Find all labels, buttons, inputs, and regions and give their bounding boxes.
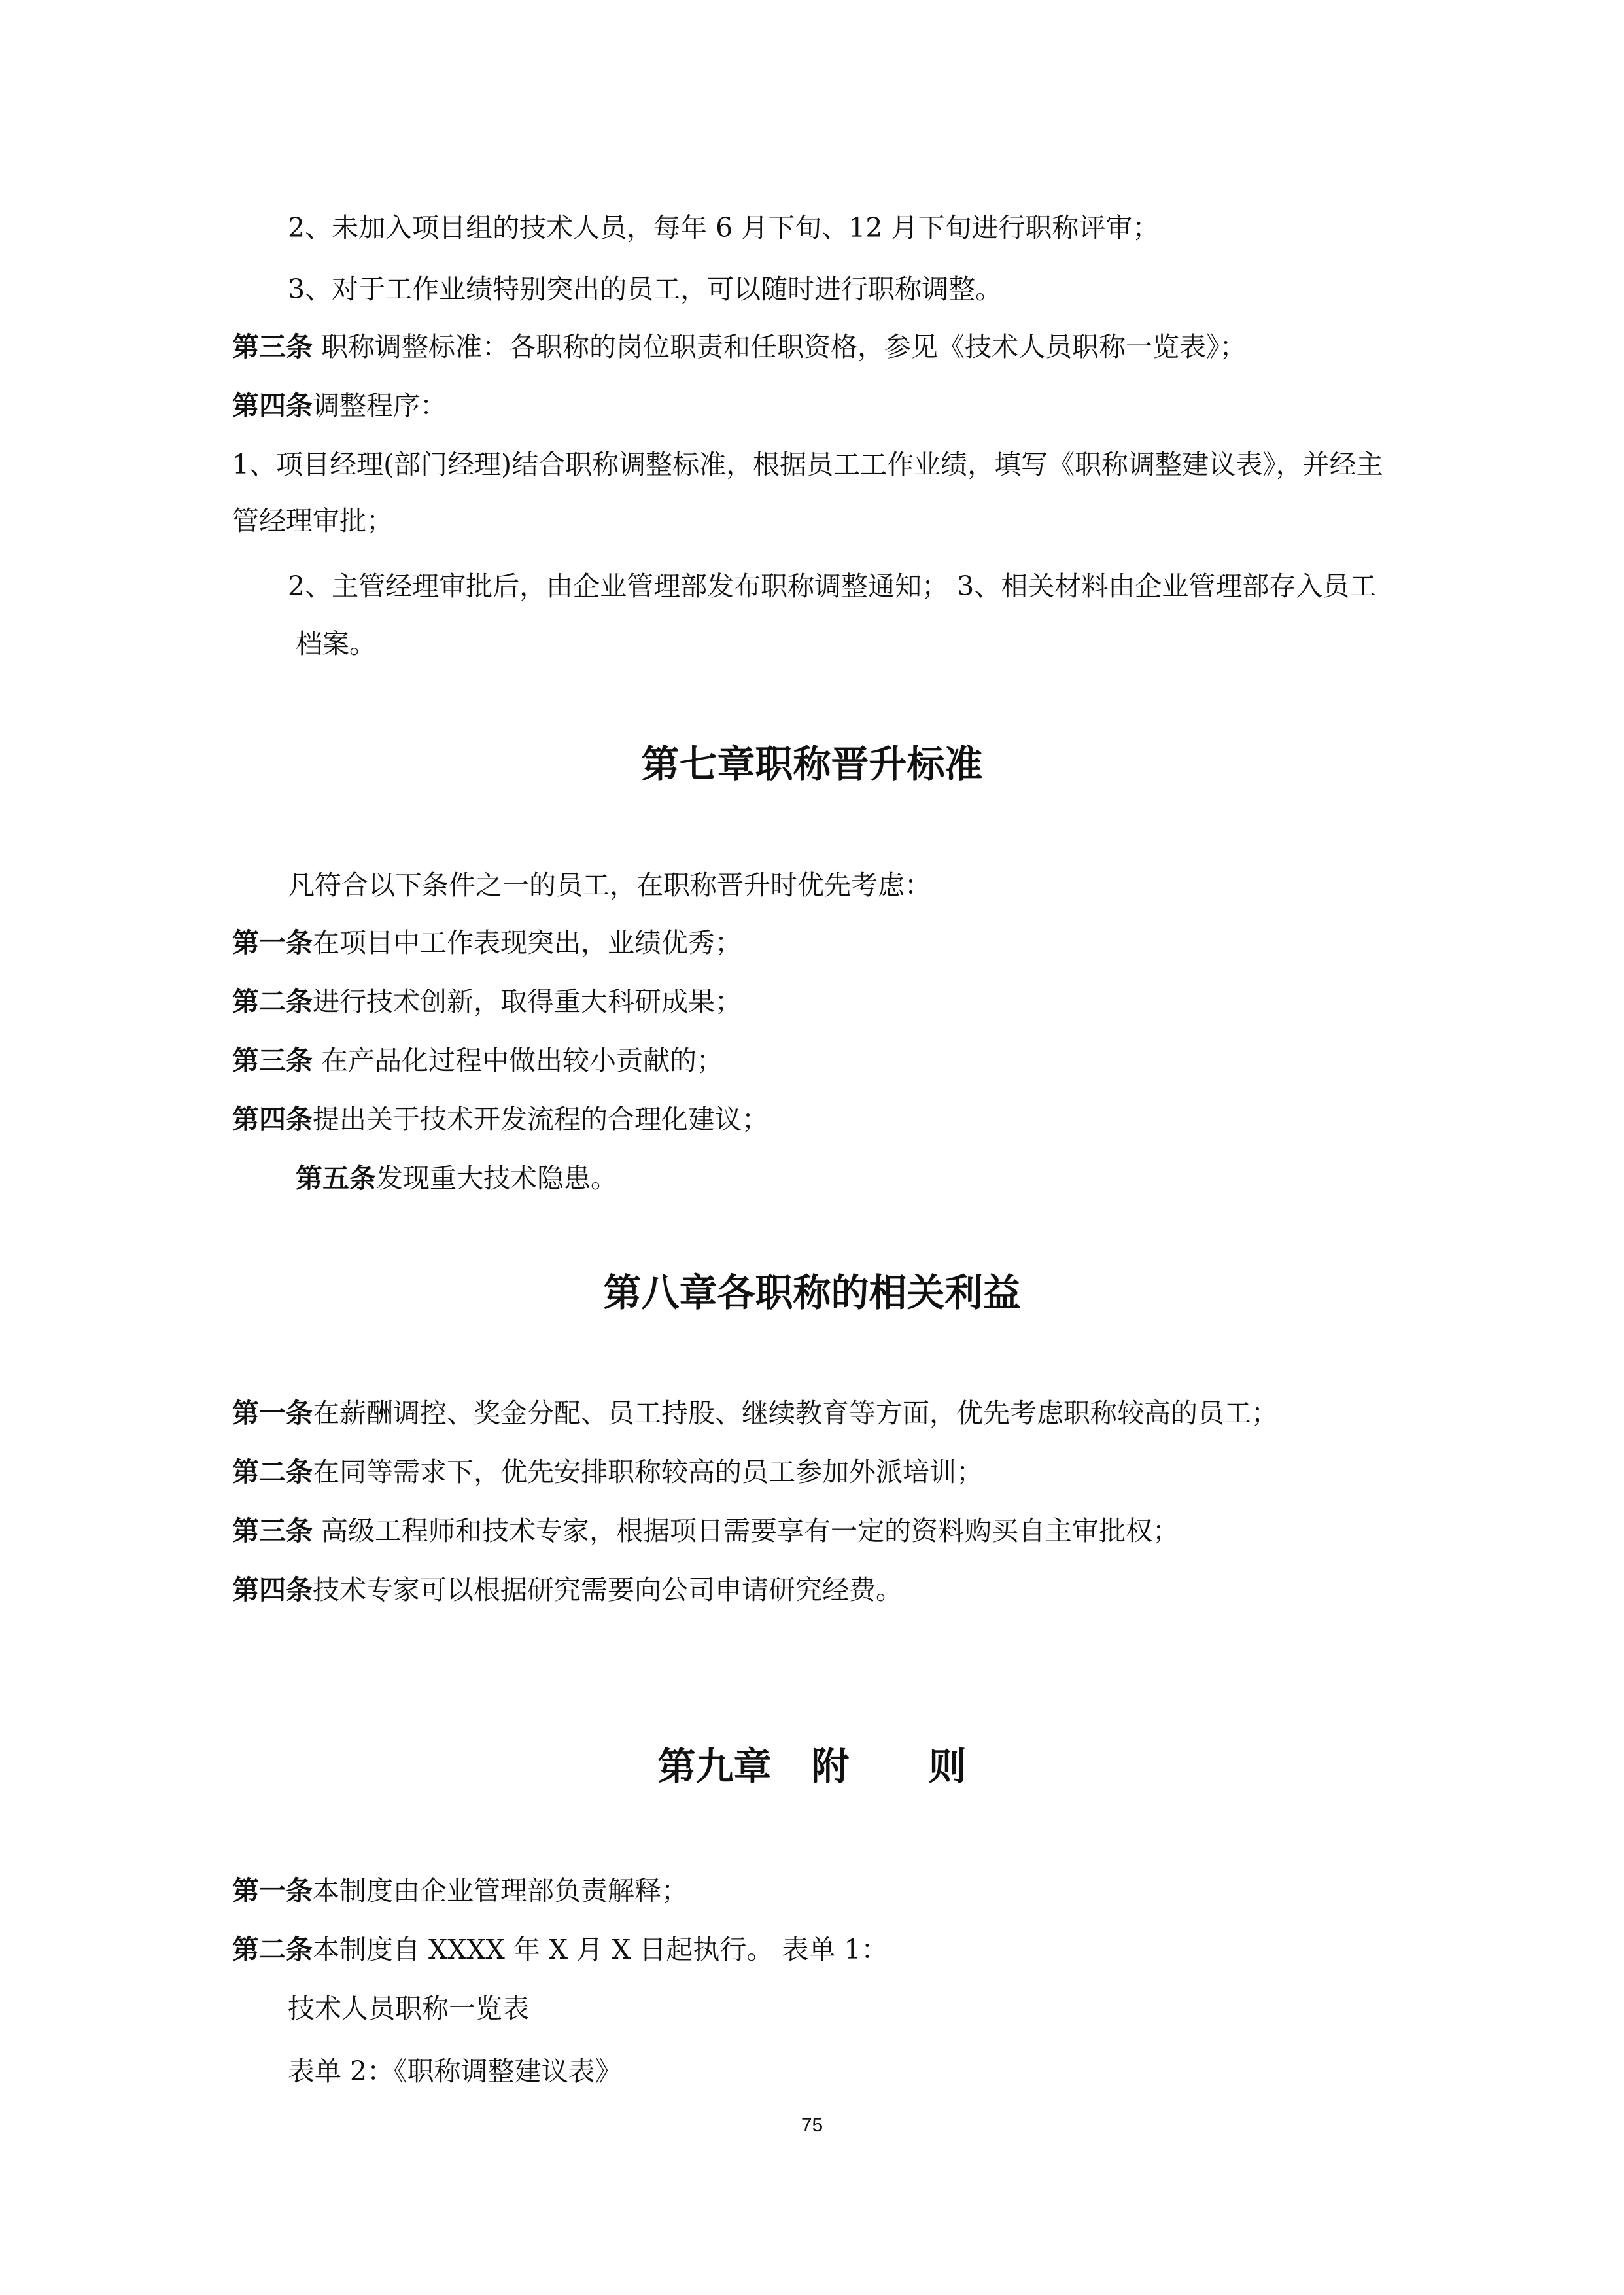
- chapter-7-article-4: [232, 1101, 769, 1138]
- article-label: 第四条: [232, 390, 313, 421]
- form-2-title: 表单 2：《职称调整建议表》: [288, 2056, 622, 2087]
- article-text: 在同等需求下，优先安排职称较高的员工参加外派培训；: [313, 1456, 983, 1488]
- article-label: 第一条: [232, 927, 313, 958]
- chapter-9-article-2: [232, 1931, 888, 1968]
- chapter-7-article-1: [232, 924, 742, 961]
- form-1-title: 技术人员职称一览表: [288, 1993, 529, 2024]
- article-label: 第四条: [232, 1104, 313, 1135]
- article-text: 本制度自 XXXX 年 X 月 X 日起执行。 表单 1：: [313, 1934, 888, 1965]
- article-text: 调整程序：: [313, 390, 447, 421]
- step-1-line-2: 管经理审批；: [232, 505, 393, 536]
- item-2: 2、未加入项目组的技术人员，每年 6 月下旬、12 月下旬进行职称评审；: [288, 212, 1160, 243]
- article-label: 第二条: [232, 1934, 313, 1965]
- item-3: 3、对于工作业绩特别突出的员工，可以随时进行职称调整。: [288, 273, 1003, 305]
- article-text: 在薪酬调控、奖金分配、员工持股、继续教育等方面，优先考虑职称较高的员工；: [313, 1397, 1278, 1429]
- article-text: 发现重大技术隐患。: [376, 1163, 617, 1194]
- chapter-7-article-3: [232, 1042, 723, 1079]
- article-text: 技术专家可以根据研究需要向公司申请研究经费。: [313, 1574, 903, 1605]
- article-label: 第二条: [232, 1456, 313, 1488]
- article-label: 第一条: [232, 1875, 313, 1906]
- article-text: 在产品化过程中做出较小贡献的；: [313, 1045, 724, 1076]
- chapter-9-title: 第九章 附 则: [657, 1744, 967, 1789]
- article-label: 第三条: [232, 1045, 313, 1076]
- article-label: 第二条: [232, 986, 313, 1017]
- article-text: 本制度由企业管理部负责解释；: [313, 1875, 688, 1906]
- article-label: 第一条: [232, 1397, 313, 1429]
- chapter-7-article-5: [296, 1160, 617, 1197]
- article-label: 第三条: [232, 331, 313, 362]
- chapter-8-article-3: [232, 1513, 1179, 1549]
- chapter-8-article-4: [232, 1571, 903, 1608]
- article-text: 职称调整标准：各职称的岗位职责和任职资格，参见《技术人员职称一览表》；: [313, 331, 1247, 362]
- article-text: 提出关于技术开发流程的合理化建议；: [313, 1104, 769, 1135]
- chapter-7-article-2: [232, 983, 742, 1020]
- article-text: 在项目中工作表现突出，业绩优秀；: [313, 927, 742, 958]
- article-label: 第四条: [232, 1574, 313, 1605]
- chapter-7-title: 第七章职称晋升标准: [641, 742, 983, 786]
- article-label: 第五条: [296, 1163, 376, 1194]
- article-4: [232, 387, 447, 424]
- chapter-9-article-1: [232, 1872, 688, 1909]
- chapter-8-article-2: [232, 1454, 983, 1490]
- step-2-line-1: 2、主管经理审批后，由企业管理部发布职称调整通知； 3、相关材料由企业管理部存入员工: [288, 570, 1377, 602]
- chapter-8-title: 第八章各职称的相关利益: [603, 1270, 1021, 1315]
- step-2-line-2: 档案。: [296, 628, 376, 659]
- article-text: 进行技术创新，取得重大科研成果；: [313, 986, 742, 1017]
- article-text: 高级工程师和技术专家，根据项日需要享有一定的资料购买自主审批权；: [313, 1515, 1180, 1547]
- article-3: [232, 328, 1247, 365]
- step-1-line-1: 1、项目经理(部门经理)结合职称调整标准，根据员工工作业绩，填写《职称调整建议表》，并经主: [232, 449, 1383, 480]
- chapter-8-article-1: [232, 1395, 1278, 1431]
- page-number: 75: [801, 2114, 823, 2136]
- article-label: 第三条: [232, 1515, 313, 1547]
- chapter-7-intro: 凡符合以下条件之一的员工，在职称晋升时优先考虑：: [288, 869, 931, 901]
